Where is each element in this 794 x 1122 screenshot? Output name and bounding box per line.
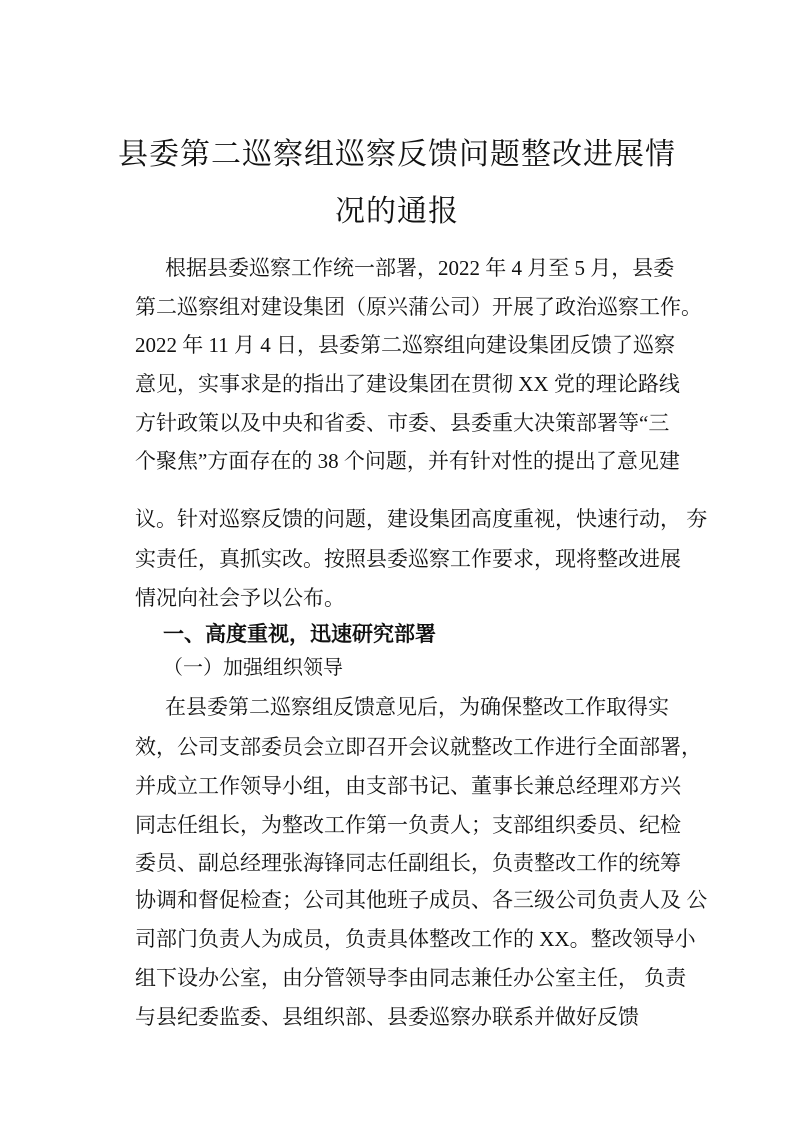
text-line: 与县纪委监委、县组织部、县委巡察办联系并做好反馈: [135, 1005, 639, 1029]
text-line: 协调和督促检查；公司其他班子成员、各三级公司负责人及 公: [135, 888, 708, 912]
text-line: 方针政策以及中央和省委、市委、县委重大决策部署等“三: [135, 411, 670, 435]
text-line: 个聚焦”方面存在的 38 个问题，并有针对性的提出了意见建: [135, 449, 680, 473]
document-title-line-1: 县委第二巡察组巡察反馈问题整改进展情: [118, 138, 676, 171]
text-line: 司部门负责人为成员，负责具体整改工作的 XX。整改领导小: [135, 927, 696, 951]
text-line: 第二巡察组对建设集团（原兴蒲公司）开展了政治巡察工作。: [135, 295, 702, 319]
text-line: 情况向社会予以公布。: [135, 586, 345, 610]
text-line: 同志任组长，为整改工作第一负责人；支部组织委员、纪检: [135, 813, 681, 837]
text-line: 并成立工作领导小组，由支部书记、董事长兼总经理邓方兴: [135, 774, 681, 798]
section-heading: 一、高度重视，迅速研究部署: [163, 622, 436, 646]
text-line: 议。针对巡察反馈的问题，建设集团高度重视，快速行动， 夯: [135, 507, 708, 531]
text-line: 2022 年 11 月 4 日，县委第二巡察组向建设集团反馈了巡察: [135, 333, 675, 357]
text-line: 实责任，真抓实改。按照县委巡察工作要求，现将整改进展: [135, 547, 681, 571]
text-line: 根据县委巡察工作统一部署，2022 年 4 月至 5 月，县委: [165, 256, 675, 280]
text-line: 组下设办公室，由分管领导李由同志兼任办公室主任， 负责: [135, 966, 687, 990]
text-line: 在县委第二巡察组反馈意见后，为确保整改工作取得实: [165, 695, 669, 719]
text-line: 委员、副总经理张海锋同志任副组长，负责整改工作的统筹: [135, 851, 681, 875]
subsection-heading: （一）加强组织领导: [163, 657, 343, 679]
document-title-line-2: 况的通报: [335, 195, 459, 228]
text-line: 意见，实事求是的指出了建设集团在贯彻 XX 党的理论路线: [135, 372, 680, 396]
text-line: 效，公司支部委员会立即召开会议就整改工作进行全面部署，: [135, 735, 702, 759]
